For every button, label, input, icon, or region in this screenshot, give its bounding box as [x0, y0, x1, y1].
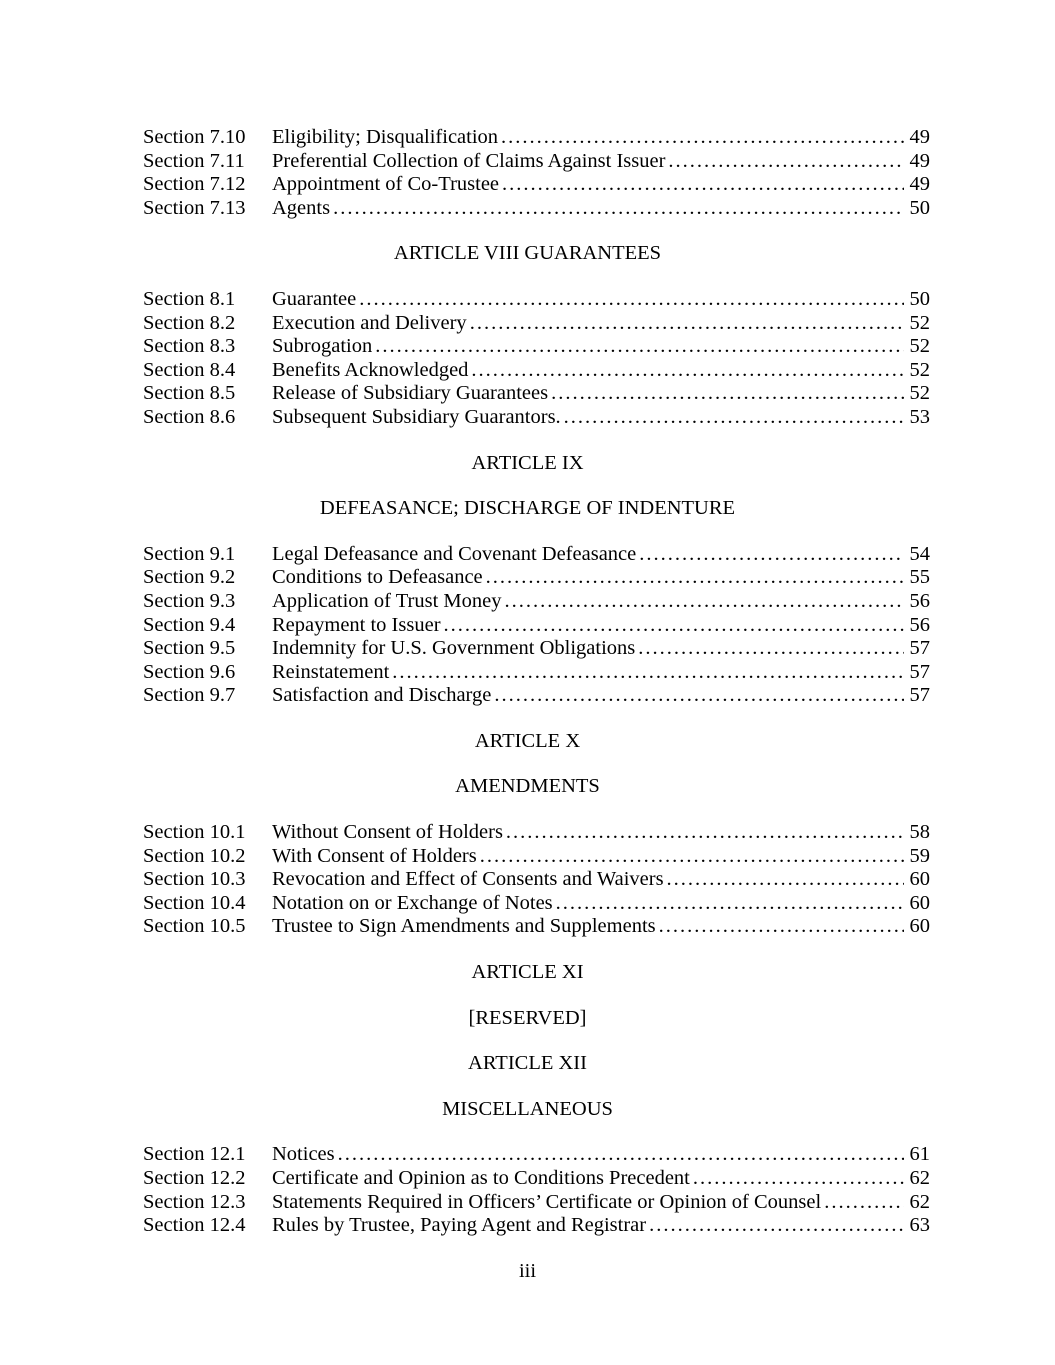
toc-entry-row	[143, 684, 930, 708]
article-heading: ARTICLE XI	[471, 961, 584, 984]
dot-leader	[441, 614, 904, 638]
toc-entry-row	[143, 1214, 930, 1238]
section-page-number: 56	[909, 589, 930, 612]
section-page-number: 63	[909, 1214, 930, 1237]
toc-entry-row	[143, 915, 930, 939]
toc-entry-row	[143, 150, 930, 174]
section-number: Section 9.2	[143, 566, 236, 589]
dot-leader	[821, 1191, 904, 1215]
section-title: Notices	[272, 1143, 335, 1166]
toc-entry-row	[143, 312, 930, 336]
section-page-number: 57	[909, 684, 930, 707]
dot-leader	[330, 197, 904, 221]
toc-entry-row	[143, 868, 930, 892]
section-number: Section 12.1	[143, 1143, 246, 1166]
toc-entry-row	[143, 637, 930, 661]
section-title: Notation on or Exchange of Notes	[272, 891, 553, 914]
section-title: Indemnity for U.S. Government Obligations	[272, 637, 636, 660]
toc-entry-row	[143, 126, 930, 150]
section-title: Preferential Collection of Claims Against Issuer	[272, 149, 666, 172]
section-page-number: 55	[909, 566, 930, 589]
section-title: Release of Subsidiary Guarantees	[272, 382, 549, 405]
section-title: Conditions to Defeasance	[272, 566, 483, 589]
section-title: Legal Defeasance and Covenant Defeasance	[272, 542, 637, 565]
article-heading: ARTICLE IX	[471, 451, 584, 474]
section-title: Reinstatement	[272, 660, 390, 683]
dot-leader	[389, 661, 904, 685]
toc-section-group	[0, 821, 1055, 939]
section-page-number: 57	[909, 637, 930, 660]
section-number: Section 7.13	[143, 196, 246, 219]
toc-entry-row	[143, 1191, 930, 1215]
toc-section-group	[0, 543, 1055, 708]
section-page-number: 58	[909, 821, 930, 844]
section-title: With Consent of Holders	[272, 844, 477, 867]
dot-leader	[498, 126, 904, 150]
section-title: Satisfaction and Discharge	[272, 684, 492, 707]
dot-leader	[636, 543, 904, 567]
section-title: Benefits Acknowledged	[272, 358, 469, 381]
section-number: Section 12.3	[143, 1190, 246, 1213]
toc-entry-row	[143, 614, 930, 638]
section-title: Agents	[272, 196, 331, 219]
article-heading: MISCELLANEOUS	[442, 1097, 613, 1120]
section-title: Execution and Delivery	[272, 311, 467, 334]
dot-leader	[646, 1214, 904, 1238]
section-page-number: 53	[909, 405, 930, 428]
section-page-number: 49	[909, 126, 930, 148]
section-title: Certificate and Opinion as to Conditions Precedent	[272, 1167, 690, 1189]
section-number: Section 10.5	[143, 915, 246, 938]
section-number: Section 9.1	[143, 542, 236, 565]
section-title: Appointment of Co-Trustee	[272, 173, 500, 196]
section-number: Section 9.4	[143, 613, 236, 636]
toc-entry-row	[143, 288, 930, 312]
dot-leader	[635, 637, 904, 661]
article-heading: [RESERVED]	[468, 1006, 587, 1029]
section-title: Statements Required in Officers’ Certificate or Opinion of Counsel	[272, 1190, 822, 1213]
section-page-number: 49	[909, 173, 930, 196]
dot-leader	[467, 312, 904, 336]
dot-leader	[335, 1143, 904, 1167]
section-page-number: 56	[909, 613, 930, 636]
toc-entry-row	[143, 845, 930, 869]
toc-entry-row	[143, 359, 930, 383]
section-title: Subrogation	[272, 335, 373, 358]
article-heading: ARTICLE VIII GUARANTEES	[393, 242, 662, 265]
section-number: Section 7.12	[143, 173, 246, 196]
section-title: Subsequent Subsidiary Guarantors.	[272, 405, 561, 428]
section-number: Section 12.2	[143, 1167, 246, 1189]
section-page-number: 52	[909, 311, 930, 334]
section-number: Section 8.2	[143, 311, 236, 334]
section-page-number: 50	[909, 287, 930, 310]
section-page-number: 60	[909, 868, 930, 891]
toc-section-group	[0, 1143, 1055, 1237]
section-number: Section 7.11	[143, 149, 245, 172]
toc-entry-row	[143, 543, 930, 567]
page-footer-number: iii	[518, 1259, 537, 1282]
toc-entry-row	[143, 1143, 930, 1167]
section-page-number: 52	[909, 382, 930, 405]
dot-leader	[499, 173, 904, 197]
toc-entry-row	[143, 382, 930, 406]
toc-entry-row	[143, 590, 930, 614]
dot-leader	[690, 1167, 904, 1191]
article-heading: ARTICLE X	[474, 729, 581, 752]
section-number: Section 8.1	[143, 287, 236, 310]
section-page-number: 61	[909, 1143, 930, 1166]
dot-leader	[553, 892, 904, 916]
toc-entry-row	[143, 406, 930, 430]
section-title: Revocation and Effect of Consents and Waivers	[272, 868, 664, 891]
section-number: Section 10.4	[143, 891, 246, 914]
toc-section-group	[0, 126, 1055, 220]
section-page-number: 62	[909, 1167, 930, 1189]
section-number: Section 9.6	[143, 660, 236, 683]
section-title: Eligibility; Disqualification	[272, 126, 499, 148]
section-page-number: 49	[909, 149, 930, 172]
section-title: Trustee to Sign Amendments and Supplements	[272, 915, 656, 938]
toc-entry-row	[143, 173, 930, 197]
section-title: Repayment to Issuer	[272, 613, 441, 636]
section-number: Section 8.4	[143, 358, 236, 381]
dot-leader	[664, 868, 904, 892]
section-number: Section 9.3	[143, 589, 236, 612]
toc-entry-row	[143, 661, 930, 685]
section-number: Section 10.3	[143, 868, 246, 891]
section-number: Section 8.6	[143, 405, 236, 428]
dot-leader	[356, 288, 904, 312]
toc-entry-row	[143, 335, 930, 359]
toc-entry-row	[143, 1167, 930, 1191]
section-title: Rules by Trustee, Paying Agent and Registrar	[272, 1214, 647, 1237]
dot-leader	[665, 150, 904, 174]
article-heading: AMENDMENTS	[455, 775, 600, 798]
section-title: Guarantee	[272, 287, 357, 310]
dot-leader	[372, 335, 904, 359]
section-title: Without Consent of Holders	[272, 821, 503, 844]
toc-section-group	[0, 288, 1055, 430]
article-heading: ARTICLE XII	[468, 1052, 587, 1075]
dot-leader	[477, 845, 904, 869]
dot-leader	[491, 684, 904, 708]
dot-leader	[468, 359, 904, 383]
dot-leader	[561, 406, 904, 430]
section-number: Section 10.1	[143, 821, 246, 844]
toc-entry-row	[143, 821, 930, 845]
section-number: Section 12.4	[143, 1214, 246, 1237]
section-number: Section 9.7	[143, 684, 236, 707]
section-page-number: 60	[909, 891, 930, 914]
section-page-number: 57	[909, 660, 930, 683]
dot-leader	[548, 382, 904, 406]
section-number: Section 10.2	[143, 844, 246, 867]
dot-leader	[483, 566, 904, 590]
section-page-number: 52	[909, 335, 930, 358]
dot-leader	[502, 590, 905, 614]
section-page-number: 54	[909, 542, 930, 565]
toc-entry-row	[143, 566, 930, 590]
section-page-number: 60	[909, 915, 930, 938]
dot-leader	[656, 915, 904, 939]
dot-leader	[503, 821, 904, 845]
section-page-number: 59	[909, 844, 930, 867]
section-page-number: 62	[909, 1190, 930, 1213]
section-title: Application of Trust Money	[272, 589, 502, 612]
section-number: Section 7.10	[143, 126, 246, 148]
toc-entry-row	[143, 892, 930, 916]
section-page-number: 50	[909, 196, 930, 219]
section-number: Section 9.5	[143, 637, 236, 660]
section-number: Section 8.5	[143, 382, 236, 405]
article-heading: DEFEASANCE; DISCHARGE OF INDENTURE	[319, 497, 736, 520]
section-number: Section 8.3	[143, 335, 236, 358]
toc-entry-row	[143, 197, 930, 221]
section-page-number: 52	[909, 358, 930, 381]
